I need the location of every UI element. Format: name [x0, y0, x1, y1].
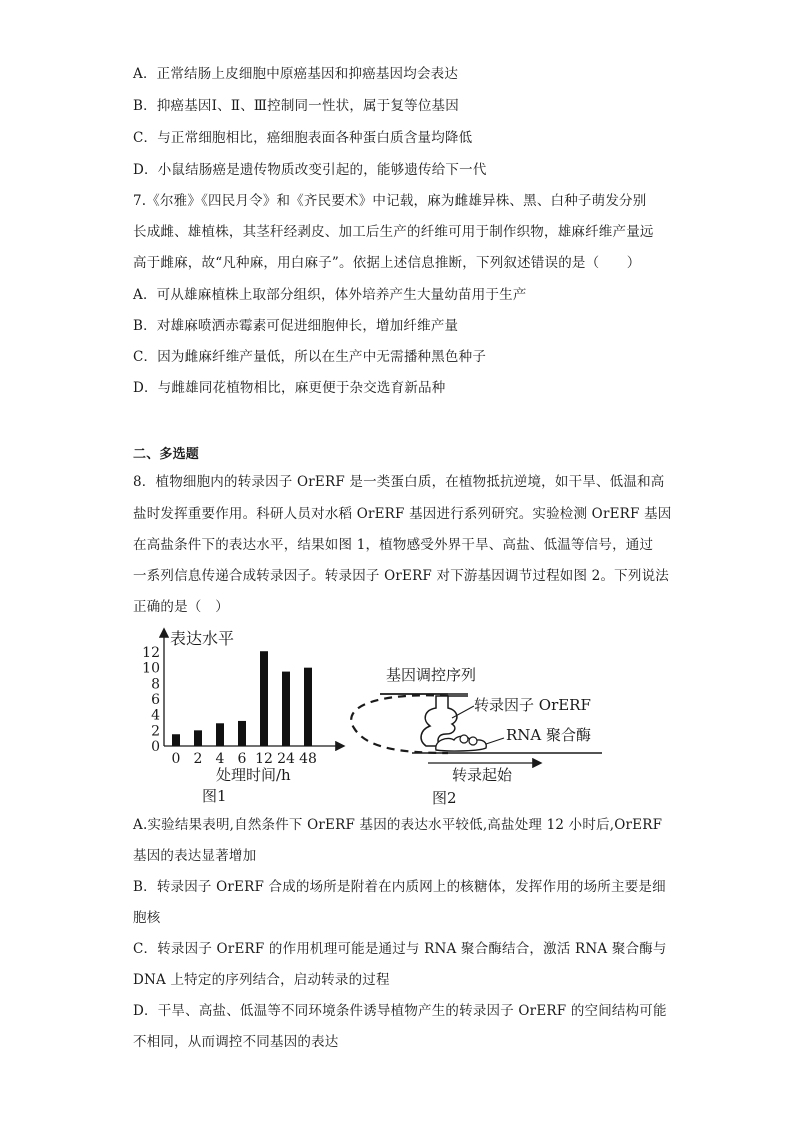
- label-transcription-factor: 转录因子 OrERF: [474, 696, 591, 714]
- bar-4h: [216, 723, 224, 746]
- y-tick-label: 8: [151, 676, 160, 693]
- q7-option-b: B．对雄麻喷洒赤霉素可促进细胞伸长，增加纤维产量: [133, 318, 459, 334]
- figure-1-bar-chart: [138, 622, 358, 812]
- x-tick-label: 4: [215, 751, 225, 767]
- q8-option-d-line-1: D．干旱、高盐、低温等不同环境条件诱导植物产生的转录因子 OrERF 的空间结构可能: [133, 1003, 667, 1019]
- bar-24h: [282, 672, 290, 746]
- q6-option-b: B．抑癌基因Ⅰ、Ⅱ、Ⅲ控制同一性状，属于复等位基因: [133, 98, 459, 114]
- q7-option-c: C．因为雌麻纤维产量低，所以在生产中无需播种黑色种子: [133, 349, 487, 365]
- figure-2-caption: 图2: [432, 789, 457, 807]
- y-tick-label: 2: [151, 723, 160, 740]
- x-tick-label: 48: [299, 751, 317, 767]
- q8-option-d-line-2: 不相同，从而调控不同基因的表达: [133, 1034, 339, 1050]
- y-tick-label: 12: [142, 645, 160, 661]
- y-axis-label: 表达水平: [170, 629, 235, 648]
- q8-option-a-line-1: A.实验结果表明,自然条件下 OrERF 基因的表达水平较低,高盐处理 12 小时后,OrERF: [133, 817, 663, 833]
- bar-48h: [304, 668, 312, 746]
- q7-option-d: D．与雌雄同花植物相比，麻更便于杂交选育新品种: [133, 380, 446, 396]
- q6-option-c: C．与正常细胞相比，癌细胞表面各种蛋白质含量均降低: [133, 130, 473, 146]
- label-transcription-start: 转录起始: [452, 766, 513, 784]
- q8-stem-line-3: 在高盐条件下的表达水平，结果如图 1，植物感受外界干旱、高盐、低温等信号，通过: [133, 537, 654, 553]
- figure-2-transcription-diagram: [340, 658, 610, 808]
- bar-2h: [194, 730, 202, 746]
- q7-stem-line-1: 7.《尔雅》《四民月令》和《齐民要术》中记载，麻为雌雄异株、黑、白种子萌发分别: [133, 193, 647, 209]
- x-tick-label: 12: [255, 751, 273, 767]
- q6-option-d: D．小鼠结肠癌是遗传物质改变引起的，能够遗传给下一代: [133, 162, 487, 178]
- q8-option-c-line-2: DNA 上特定的序列结合，启动转录的过程: [133, 972, 390, 988]
- x-axis-label: 处理时间/h: [216, 766, 291, 784]
- label-rna-polymerase: RNA 聚合酶: [506, 726, 592, 744]
- q7-stem-line-2: 长成雌、雄植株，其茎秆经剥皮、加工后生产的纤维可用于制作织物，雄麻纤维产量远: [133, 224, 654, 240]
- bar-12h: [260, 651, 268, 746]
- q8-option-a-line-2: 基因的表达显著增加: [133, 848, 257, 864]
- q8-stem-line-2: 盐时发挥重要作用。科研人员对水稻 OrERF 基因进行系列研究。实验检测 OrERF 基因: [133, 506, 672, 522]
- figure-1-caption: 图1: [202, 787, 227, 805]
- x-tick-label: 6: [237, 751, 247, 767]
- bar-6h: [238, 721, 246, 746]
- section-title: 二、多选题: [133, 447, 200, 462]
- x-tick-label: 24: [277, 751, 295, 767]
- q8-option-b-line-2: 胞核: [133, 910, 161, 926]
- rna-polymerase-bump-2: [469, 737, 477, 745]
- q8-option-b-line-1: B．转录因子 OrERF 合成的场所是附着在内质网上的核糖体，发挥作用的场所主要是细: [133, 879, 666, 895]
- label-regulatory-sequence: 基因调控序列: [386, 666, 477, 684]
- y-tick-label: 10: [142, 660, 160, 677]
- q8-stem-line-5: 正确的是（ ）: [133, 599, 229, 615]
- y-tick-label: 6: [151, 692, 160, 708]
- y-tick-label: 4: [151, 707, 160, 724]
- q8-stem-line-4: 一系列信息传递合成转录因子。转录因子 OrERF 对下游基因调节过程如图 2。下列说法: [133, 568, 669, 584]
- x-tick-label: 2: [193, 751, 203, 767]
- q6-option-a: A．正常结肠上皮细胞中原癌基因和抑癌基因均会表达: [133, 66, 459, 82]
- q7-stem-line-3: 高于雌麻，故“凡种麻，用白麻子”。依据上述信息推断，下列叙述错误的是（ ）: [133, 255, 641, 271]
- rna-polymerase-bump-1: [460, 735, 468, 743]
- q7-option-a: A．可从雄麻植株上取部分组织，体外培养产生大量幼苗用于生产: [133, 287, 527, 303]
- x-tick-label: 0: [171, 751, 181, 767]
- rnap-pointer: [486, 738, 504, 744]
- bar-0h: [172, 734, 180, 746]
- q8-stem-line-1: 8．植物细胞内的转录因子 OrERF 是一类蛋白质，在植物抵抗逆境，如干旱、低温和高: [133, 474, 665, 490]
- y-tick-label: 0: [151, 739, 160, 755]
- q8-option-c-line-1: C．转录因子 OrERF 的作用机理可能是通过与 RNA 聚合酶结合，激活 RNA 聚合酶与: [133, 941, 667, 957]
